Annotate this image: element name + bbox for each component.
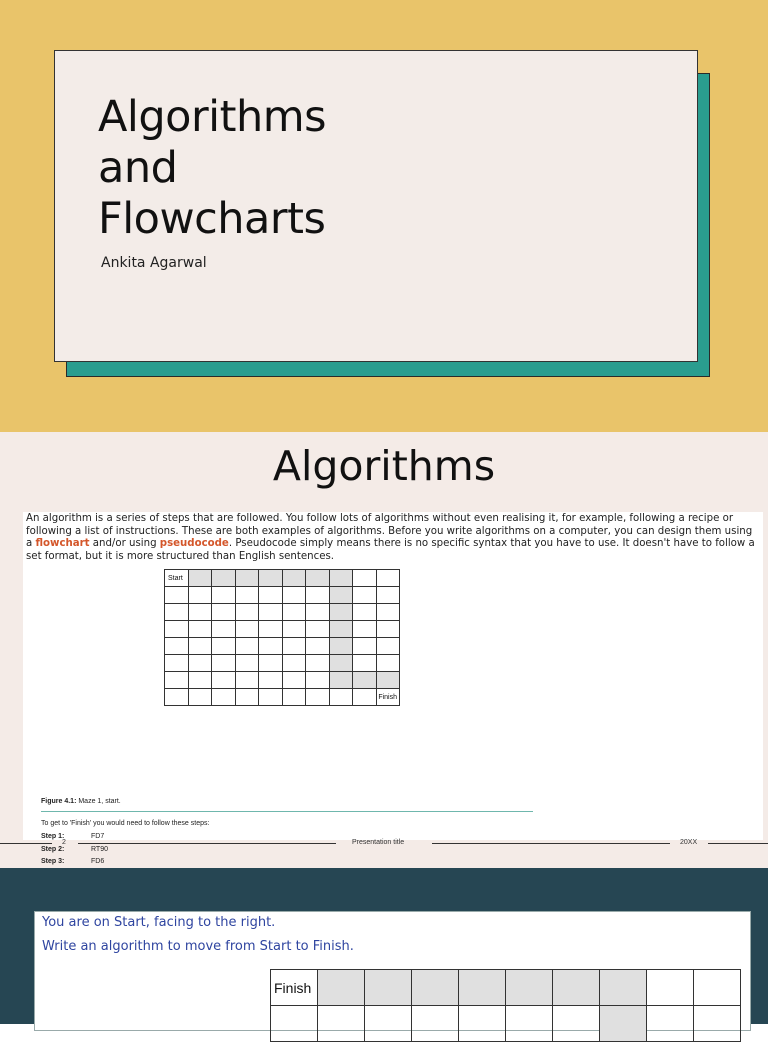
maze-cell	[306, 672, 330, 689]
maze-cell	[212, 570, 236, 587]
footer-presentation-title: Presentation title	[352, 839, 405, 846]
maze-cell	[306, 655, 330, 672]
maze-row	[165, 604, 400, 621]
maze-cell	[306, 638, 330, 655]
figure-text: Maze 1, start.	[76, 798, 121, 805]
maze-cell	[282, 570, 306, 587]
title-line: Algorithms	[98, 92, 326, 142]
paragraph-text: . Pseudocode simply means there is no specific syntax that you have to use. It doesn't have to follow a set format, but it is more structured than English sentences.	[26, 538, 755, 562]
maze-cell	[212, 689, 236, 706]
maze-finish-cell: Finish	[271, 970, 318, 1006]
maze-cell	[282, 655, 306, 672]
maze-cell	[212, 638, 236, 655]
maze-cell	[306, 570, 330, 587]
maze-cell	[212, 672, 236, 689]
maze-grid	[164, 569, 400, 706]
maze-cell	[212, 621, 236, 638]
maze-cell	[412, 970, 459, 1006]
maze-cell	[353, 655, 377, 672]
maze-cell	[188, 587, 212, 604]
maze-cell	[353, 604, 377, 621]
figure-label: Figure 4.1:	[41, 798, 77, 805]
footer-rule	[432, 843, 670, 844]
maze-cell	[376, 672, 400, 689]
maze-cell	[353, 672, 377, 689]
maze-cell	[235, 570, 259, 587]
maze-cell	[329, 570, 353, 587]
maze-cell	[306, 604, 330, 621]
author-name: Ankita Agarwal	[101, 255, 207, 271]
maze-cell	[329, 638, 353, 655]
maze-cell	[600, 970, 647, 1006]
maze-cell	[235, 621, 259, 638]
maze-cell	[376, 587, 400, 604]
definition-paragraph	[26, 513, 760, 563]
maze-cell	[235, 672, 259, 689]
footer-rule	[0, 843, 52, 844]
maze-cell	[259, 570, 283, 587]
maze-row	[165, 570, 400, 587]
maze-cell	[376, 621, 400, 638]
keyword-pseudocode: pseudocode	[159, 538, 229, 550]
maze-cell	[259, 655, 283, 672]
maze-cell	[318, 970, 365, 1006]
maze-cell	[329, 621, 353, 638]
slide-algorithms	[0, 432, 768, 868]
maze-cell	[376, 655, 400, 672]
maze-cell	[165, 672, 189, 689]
maze-cell	[282, 689, 306, 706]
maze-cell	[235, 689, 259, 706]
step-label: Step 2:	[41, 845, 65, 853]
maze-row	[165, 689, 400, 706]
maze-cell	[259, 621, 283, 638]
maze-cell	[353, 570, 377, 587]
maze-row	[165, 672, 400, 689]
step-label: Step 3:	[41, 858, 65, 865]
maze-cell	[329, 672, 353, 689]
maze-cell	[647, 970, 694, 1006]
maze-cell	[165, 604, 189, 621]
maze-cell	[306, 689, 330, 706]
maze-row	[165, 638, 400, 655]
maze-cell	[235, 604, 259, 621]
maze-cell	[165, 655, 189, 672]
maze-row	[165, 655, 400, 672]
maze-cell	[329, 587, 353, 604]
maze-cell	[212, 655, 236, 672]
maze-cell	[165, 638, 189, 655]
maze-cell	[165, 587, 189, 604]
keyword-flowchart: flowchart	[35, 538, 90, 550]
maze-cell	[694, 970, 741, 1006]
maze-row	[165, 587, 400, 604]
step-value: RT90	[91, 845, 108, 853]
step-item	[41, 856, 241, 869]
maze-cell	[365, 970, 412, 1006]
page-number: 2	[62, 839, 66, 846]
exercise-excerpt	[34, 911, 751, 1031]
maze-cell	[235, 655, 259, 672]
slide-title-text	[98, 92, 326, 245]
maze-cell	[353, 587, 377, 604]
footer-rule	[708, 843, 768, 844]
maze-start-cell: Start	[165, 570, 189, 587]
maze-cell	[188, 638, 212, 655]
paragraph-text: An algorithm is a series of steps that are followed. You follow lots of algorithms without even realising it, for example, following a recipe or following a list of instructions. These are both examples of algorithms. Before you write algorithms on a computer, you can design them using a	[26, 513, 753, 550]
footer-rule	[78, 843, 336, 844]
maze-cell	[188, 570, 212, 587]
maze-cell	[553, 970, 600, 1006]
slide-title	[0, 0, 768, 432]
maze-grid	[270, 969, 741, 1042]
maze-cell	[353, 621, 377, 638]
figure-caption	[41, 798, 121, 805]
maze-cell	[329, 655, 353, 672]
maze-cell	[282, 672, 306, 689]
maze-row	[271, 970, 741, 1006]
maze-cell	[188, 689, 212, 706]
maze-cell	[282, 604, 306, 621]
maze-cell	[259, 587, 283, 604]
slide-footer	[0, 837, 768, 849]
maze-cell	[306, 621, 330, 638]
maze-cell	[259, 638, 283, 655]
divider	[41, 811, 533, 812]
maze-cell	[506, 970, 553, 1006]
maze-cell	[188, 672, 212, 689]
slide-exercise	[0, 868, 768, 1024]
instruction-line: You are on Start, facing to the right.	[42, 915, 276, 930]
maze-cell	[259, 689, 283, 706]
maze-cell	[165, 621, 189, 638]
maze-cell	[376, 570, 400, 587]
step-value: FD6	[91, 858, 105, 865]
paragraph-text: and/or using	[89, 538, 160, 550]
maze-cell	[329, 689, 353, 706]
slide-heading: Algorithms	[272, 442, 496, 490]
maze-cell	[306, 587, 330, 604]
maze-cell	[212, 587, 236, 604]
title-line: and	[98, 143, 178, 193]
step-value: FD7	[91, 833, 105, 840]
footer-date: 20XX	[680, 839, 698, 846]
steps-intro: To get to 'Finish' you would need to follow these steps:	[41, 820, 210, 827]
maze-cell	[353, 689, 377, 706]
maze-cell	[282, 638, 306, 655]
maze-cell	[459, 970, 506, 1006]
maze-cell	[165, 689, 189, 706]
maze-cell	[282, 621, 306, 638]
maze-cell	[188, 655, 212, 672]
instruction-line: Write an algorithm to move from Start to Finish.	[42, 939, 354, 954]
maze-cell	[376, 604, 400, 621]
maze-finish-cell: Finish	[376, 689, 400, 706]
maze-cell	[212, 604, 236, 621]
maze-row	[165, 621, 400, 638]
maze-cell	[259, 672, 283, 689]
maze-cell	[329, 604, 353, 621]
maze-cell	[282, 587, 306, 604]
maze-cell	[188, 604, 212, 621]
maze-cell	[259, 604, 283, 621]
maze-cell	[188, 621, 212, 638]
maze-cell	[235, 587, 259, 604]
maze-cell	[235, 638, 259, 655]
step-label: Step 1:	[41, 833, 65, 840]
maze-cell	[353, 638, 377, 655]
maze-cell	[376, 638, 400, 655]
title-line: Flowcharts	[98, 194, 326, 244]
